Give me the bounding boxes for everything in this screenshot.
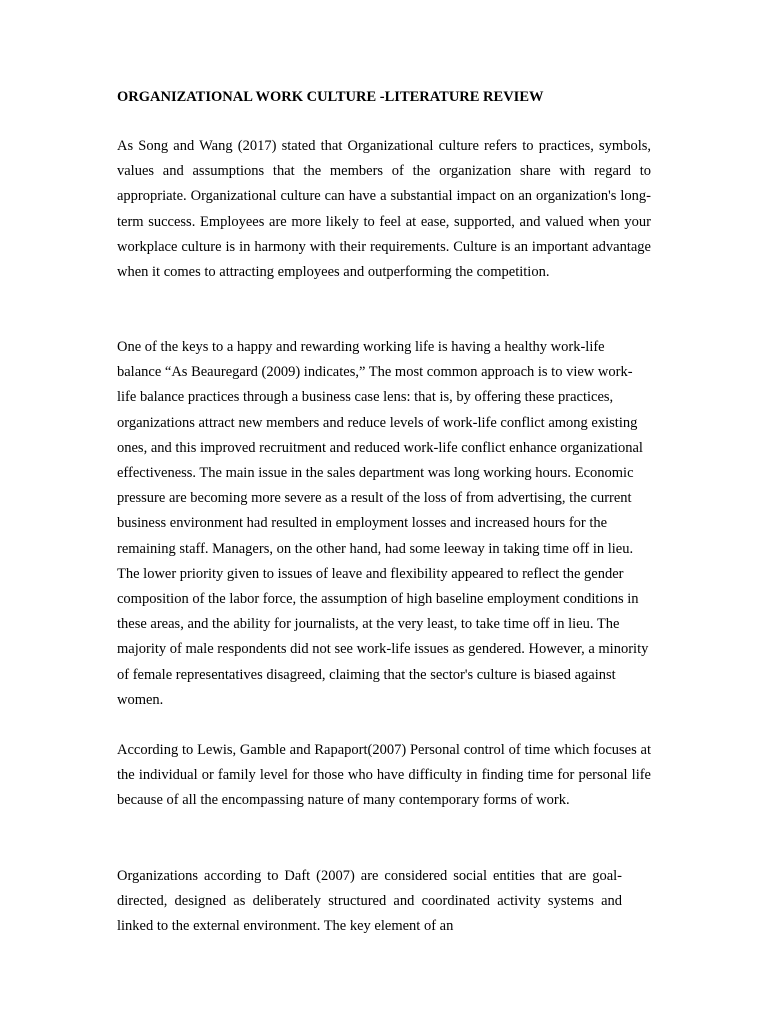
paragraph-organizational-culture: As Song and Wang (2017) stated that Organizational culture refers to practices, symbols, values and assumptions that the members of the organization share with regard to appropriate. Organizational culture can have a substantial impact on an organization's long-term success. Employees are more likely to feel at ease, supported, and valued when your workplace culture is in harmony with their requirements. Culture is an important advantage when it comes to attracting employees and outperforming the competition. bbox=[117, 138, 651, 281]
paragraph-organizations-daft: Organizations according to Daft (2007) are considered social entities that are goal- directed, designed as deliberately structured and coordinated activity systems and linked to the external environment. The key element of an bbox=[117, 868, 622, 935]
document-title: ORGANIZATIONAL WORK CULTURE -LITERATURE REVIEW bbox=[117, 89, 544, 105]
paragraph-work-life-balance: One of the keys to a happy and rewarding working life is having a healthy work-life balance “As Beauregard (2009) indicates,” The most common approach is to view work-life balance practices through a business case lens: that is, by offering these practices, organizations attract new members and reduce levels of work-life conflict among existing ones, and this improved recruitment and reduced work-life conflict enhance organizational effectiveness. The main issue in the sales department was long working hours. Economic pressure are becoming more severe as a result of the loss of from advertising, the current business environment had resulted in employment losses and increased hours for the remaining staff. Managers, on the other hand, had some leeway in taking time off in lieu. The lower priority given to issues of leave and flexibility appeared to reflect the gender composition of the labor force, the assumption of high baseline employment conditions in these areas, and the ability for journalists, at the very least, to take time off in lieu. The majority of male respondents did not see work-life issues as gendered. However, a minority of female representatives disagreed, claiming that the sector's culture is biased against women. bbox=[117, 339, 649, 708]
paragraph-personal-control-of-time: According to Lewis, Gamble and Rapaport(2007) Personal control of time which focuses at the individual or family level for those who have difficulty in finding time for personal life because of all the encompassing nature of many contemporary forms of work. bbox=[117, 742, 651, 809]
